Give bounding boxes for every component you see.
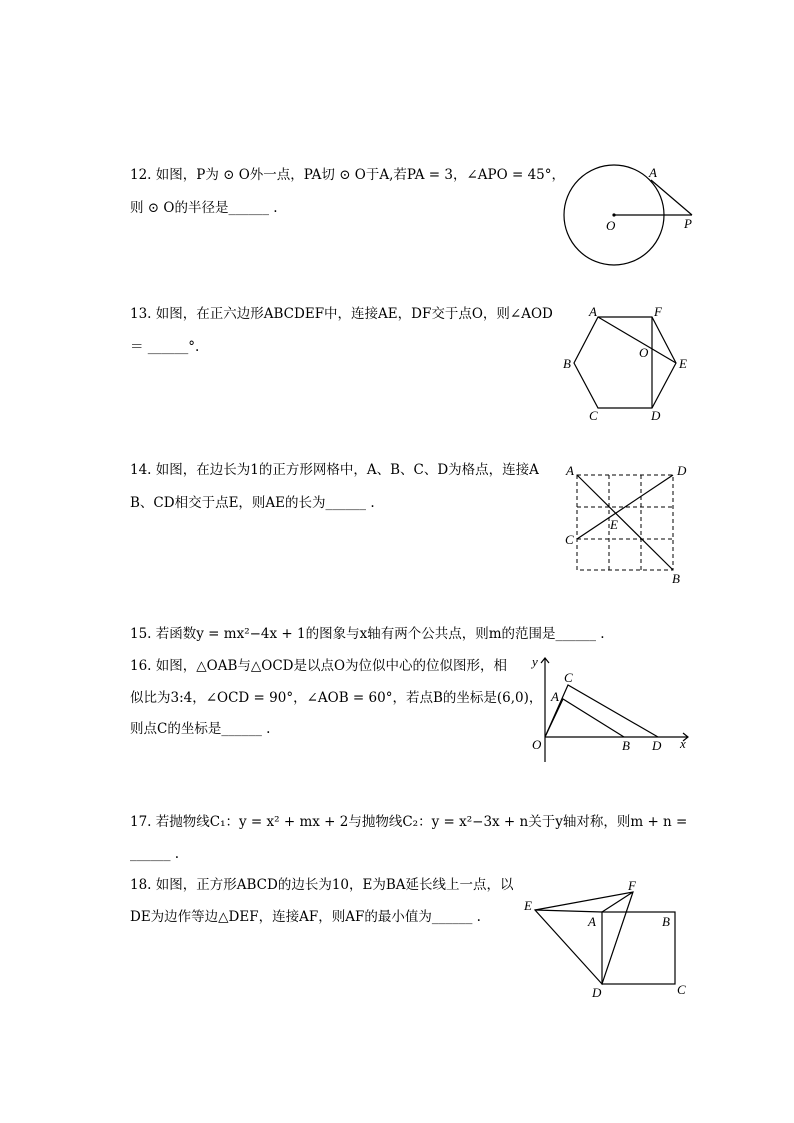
label-c: C — [564, 670, 573, 685]
label-e: E — [524, 898, 532, 913]
question-13-line-2: ＝ ______°. — [130, 339, 200, 355]
question-14-line-2: B、CD相交于点E，则AE的长为______ . — [130, 495, 375, 511]
question-12-line-1: 12. 如图，P为 ⊙ O外一点，PA切 ⊙ O于A,若PA = 3，∠APO = 45°， — [130, 167, 566, 183]
label-e: E — [610, 517, 618, 532]
label-p: P — [684, 216, 692, 231]
label-o: O — [532, 737, 542, 752]
segment-pa — [651, 180, 692, 215]
label-a: A — [588, 914, 596, 929]
label-a: A — [551, 689, 559, 704]
label-d: D — [677, 463, 687, 478]
label-c: C — [565, 532, 574, 547]
question-17-line-1: 17. 若抛物线C₁：y = x² + mx + 2与抛物线C₂：y = x²−3x + n关于y轴对称，则m + n = — [130, 814, 688, 830]
question-18-line-1: 18. 如图，正方形ABCD的边长为10，E为BA延长线上一点，以 — [130, 877, 514, 893]
label-b: B — [622, 738, 630, 753]
label-b: B — [563, 356, 571, 371]
figure-16-similar-triangles — [520, 650, 700, 768]
question-16-line-2: 似比为3:4，∠OCD = 90°，∠AOB = 60°，若点B的坐标是(6,0)， — [130, 690, 543, 706]
figure-13-hexagon — [555, 300, 695, 425]
triangle-aob — [545, 699, 624, 737]
label-x: x — [680, 736, 686, 751]
label-c: C — [589, 408, 598, 423]
question-16-line-3: 则点C的坐标是______ . — [130, 721, 271, 737]
question-17-line-2: ______ . — [130, 846, 180, 862]
question-12-line-2: 则 ⊙ O的半径是______ . — [130, 200, 278, 216]
question-16-line-1: 16. 如图，△OAB与△OCD是以点O为位似中心的位似图形，相 — [130, 658, 508, 674]
figure-14-grid — [560, 460, 700, 588]
question-14-line-1: 14. 如图，在边长为1的正方形网格中，A、B、C、D为格点，连接A — [130, 462, 539, 478]
label-c: C — [677, 982, 686, 997]
triangle-def — [535, 892, 633, 984]
label-d: D — [651, 408, 661, 423]
label-f: F — [628, 878, 636, 893]
triangle-cod — [545, 685, 658, 737]
hexagon-abcdef — [574, 317, 676, 408]
label-a: A — [649, 165, 657, 180]
segment-ab — [577, 475, 673, 570]
label-d: D — [652, 738, 662, 753]
figure-12-circle-tangent — [555, 160, 705, 275]
segment-ea — [535, 910, 602, 912]
label-f: F — [654, 304, 662, 319]
question-13-line-1: 13. 如图，在正六边形ABCDEF中，连接AE，DF交于点O，则∠AOD — [130, 306, 553, 322]
center-point-o — [612, 213, 615, 216]
label-b: B — [672, 571, 680, 586]
label-o: O — [606, 218, 616, 233]
label-b: B — [662, 914, 670, 929]
label-o: O — [639, 345, 649, 360]
figure-18-square-equilateral — [515, 870, 700, 1005]
label-y: y — [532, 654, 538, 669]
question-15-line-1: 15. 若函数y = mx²−4x + 1的图象与x轴有两个公共点，则m的范围是______ . — [130, 626, 605, 642]
label-a: A — [566, 463, 574, 478]
label-e: E — [679, 356, 687, 371]
label-a: A — [589, 304, 597, 319]
question-18-line-2: DE为边作等边△DEF，连接AF，则AF的最小值为______ . — [130, 909, 481, 925]
label-d: D — [592, 985, 602, 1000]
